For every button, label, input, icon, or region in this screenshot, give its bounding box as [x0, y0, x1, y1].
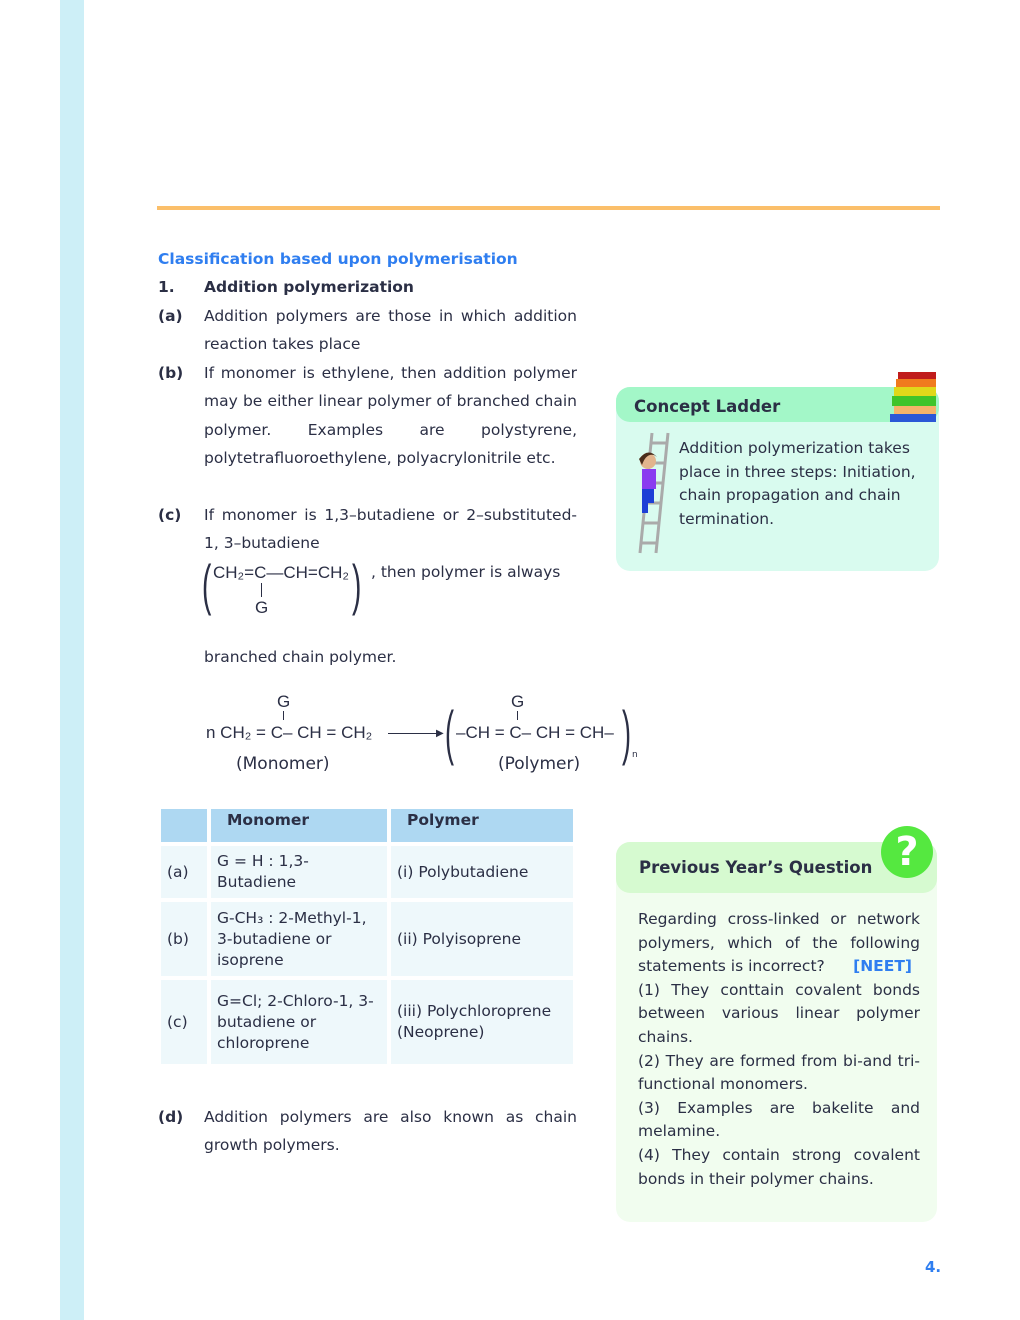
arrow-head-icon: ▶: [436, 728, 444, 739]
formula-main: CH₂=C—CH=CH₂: [213, 563, 349, 582]
table-row: [161, 980, 573, 1064]
pyq-option: (1) They conttain covalent bonds between various linear polymer chains.: [638, 980, 920, 1046]
section-heading: Classification based upon polymerisation: [158, 250, 518, 268]
right-paren: ): [352, 553, 362, 616]
pyq-option: (3) Examples are bakelite and melamine.: [638, 1098, 920, 1141]
point-text: Addition polymers are also known as chain growth polymers.: [204, 1108, 577, 1155]
point-label: (d): [158, 1108, 184, 1126]
pyq-question: Regarding cross-linked or network polymers, which of the following statements is incorrect?: [638, 910, 920, 976]
substituent-g: G: [511, 692, 525, 711]
row-label: (b): [161, 902, 207, 976]
substituent-g: G: [277, 692, 291, 711]
pyq-option: (2) They are formed from bi-and tri-functional monomers.: [638, 1051, 920, 1094]
butadiene-formula: [202, 553, 372, 622]
formula-g: G: [255, 598, 269, 617]
polymer-label: (Polymer): [498, 754, 581, 774]
left-paren: (: [445, 699, 454, 766]
right-paren: ): [622, 699, 631, 766]
monomer-cell: G = H : 1,3-Butadiene: [211, 846, 387, 898]
repeat-n: n: [632, 750, 638, 760]
formula-tail: , then polymer is always: [371, 563, 561, 581]
ladder-girl-icon: [634, 431, 674, 556]
monomer-cell: G-CH₃ : 2-Methyl-1, 3-butadiene or isoprene: [211, 902, 387, 976]
row-label: (a): [161, 846, 207, 898]
bond-line: [261, 583, 262, 597]
point-text: Addition polymers are those in which addition reaction takes place: [204, 307, 577, 354]
pyq-option: (4) They contain strong covalent bonds in their polymer chains.: [638, 1145, 920, 1188]
row-label: (c): [161, 980, 207, 1064]
header-polymer: Polymer: [391, 809, 573, 842]
left-paren: (: [202, 553, 212, 616]
item-title: Addition polymerization: [204, 278, 414, 296]
monomer-label: (Monomer): [236, 754, 330, 774]
item-number: 1.: [158, 278, 175, 296]
header-divider: [157, 206, 940, 210]
header-blank: [161, 809, 207, 842]
point-label: (b): [158, 364, 184, 382]
page-number: 4.: [925, 1258, 942, 1276]
monomer-polymer-table: [157, 805, 577, 1068]
bond-line: [517, 711, 518, 720]
concept-ladder-title: Concept Ladder: [634, 397, 781, 416]
monomer-formula: n CH₂ = C– CH = CH₂: [206, 723, 373, 742]
point-label: (a): [158, 307, 183, 325]
pyq-body: [638, 908, 920, 1191]
table-row: [161, 846, 573, 898]
header-monomer: Monomer: [211, 809, 387, 842]
polymer-formula: –CH = C– CH = CH–: [456, 723, 614, 742]
question-mark-icon: ?: [881, 826, 933, 878]
branched-text: branched chain polymer.: [204, 648, 397, 666]
point-text: If monomer is ethylene, then addition polymer may be either linear polymer of branched chain polymer. Examples are polystyrene, polytetrafluoroethylene, polyacrylonitrile etc.: [204, 364, 577, 467]
table-header-row: [161, 809, 573, 842]
polymer-cell: (i) Polybutadiene: [391, 846, 573, 898]
polymerization-reaction: [200, 690, 650, 785]
monomer-cell: G=Cl; 2-Chloro-1, 3-butadiene or chloroprene: [211, 980, 387, 1064]
polymer-label-text: Polymer: [504, 754, 574, 774]
concept-ladder-text: Addition polymerization takes place in three steps: Initiation, chain propagation and chain termination.: [679, 439, 916, 528]
pyq-tag: [NEET]: [853, 957, 912, 976]
point-text: If monomer is 1,3–butadiene or 2–substituted-1, 3–butadiene: [204, 506, 577, 553]
reaction-arrow: [388, 733, 440, 734]
point-label: (c): [158, 506, 182, 524]
polymer-cell: (ii) Polyisoprene: [391, 902, 573, 976]
pyq-title: Previous Year’s Question: [639, 858, 873, 877]
concept-ladder-box: [616, 387, 939, 571]
left-margin-strip: [60, 0, 84, 1320]
bond-line: [283, 711, 284, 720]
books-icon: [890, 372, 936, 422]
polymer-cell: (iii) Polychloroprene (Neoprene): [391, 980, 573, 1064]
monomer-label-text: Monomer: [242, 754, 323, 774]
table-row: [161, 902, 573, 976]
